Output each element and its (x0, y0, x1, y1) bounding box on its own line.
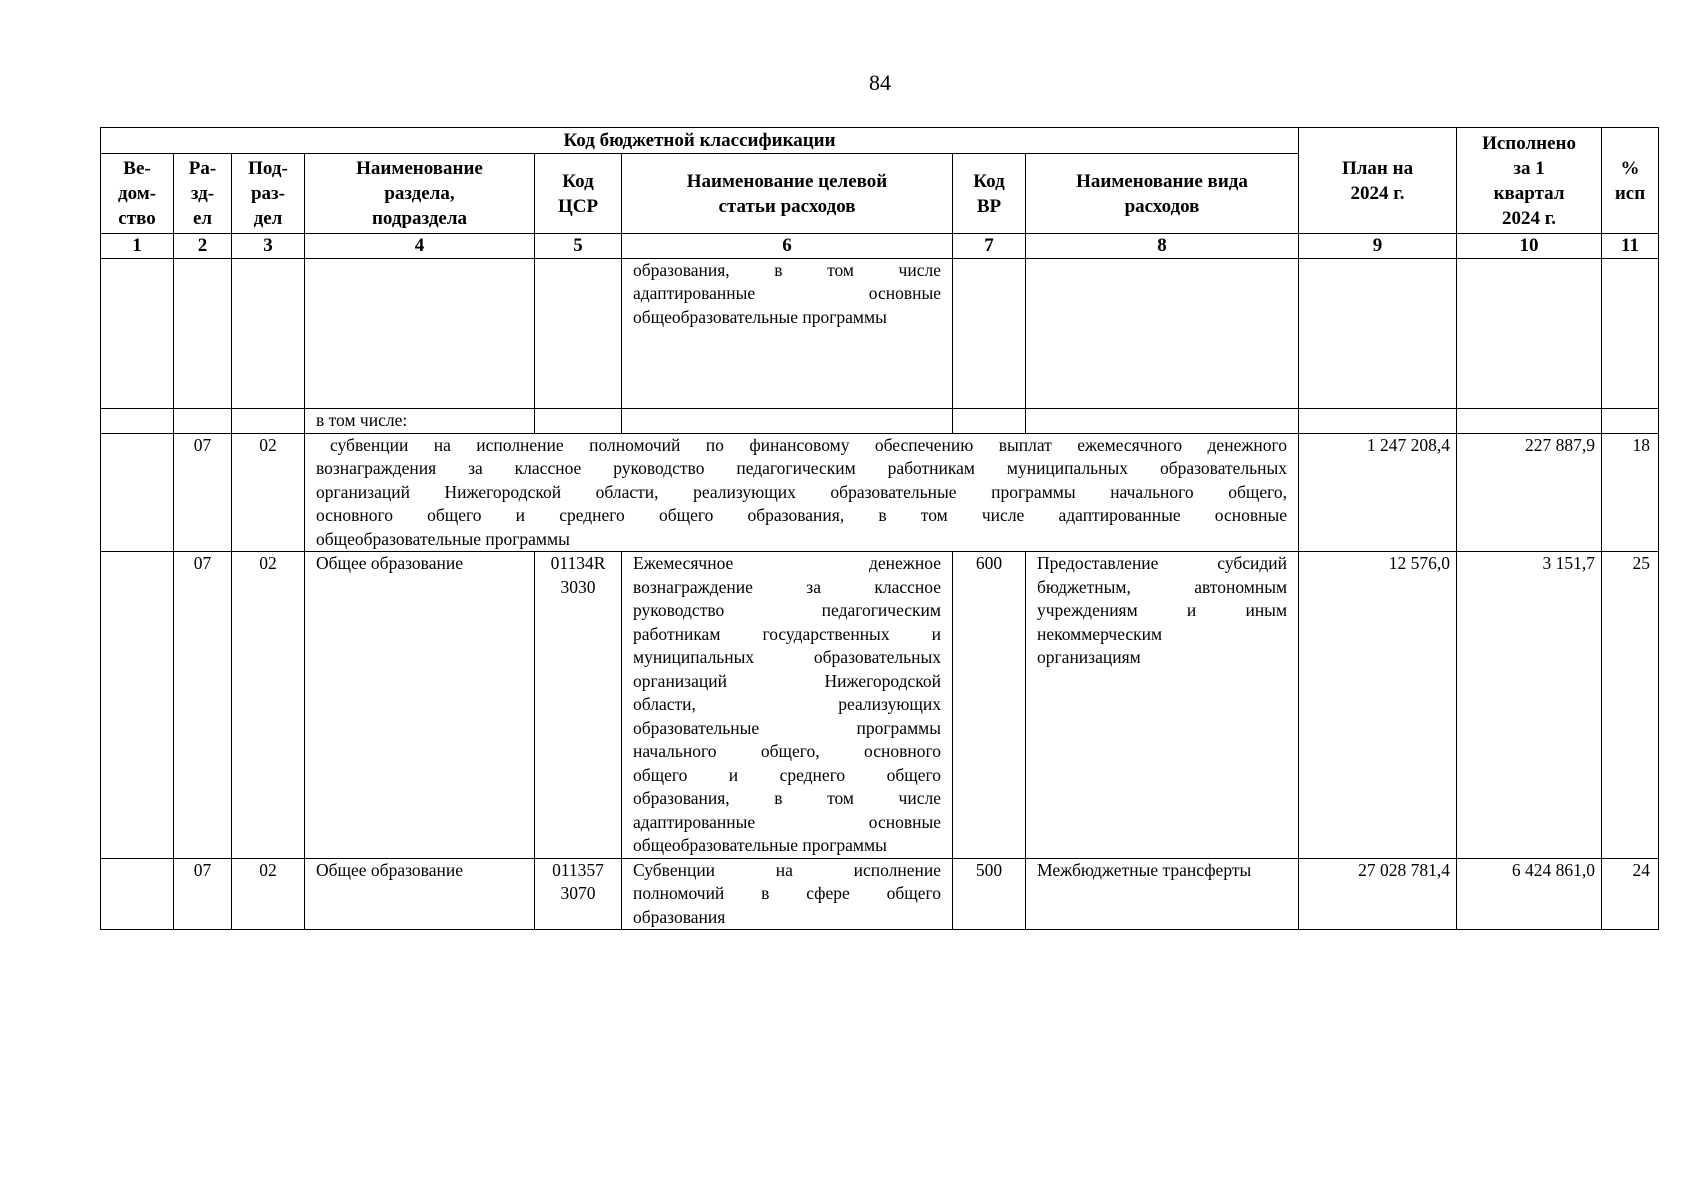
including-label: в том числе: (305, 408, 535, 433)
text-line: Предоставление субсидий (1037, 553, 1288, 573)
section-name-header-line-2: раздела, (384, 183, 455, 204)
percent-header-line-1: % (1620, 157, 1640, 179)
csr-code (535, 858, 622, 930)
text-line: образовательные программы (633, 717, 941, 738)
expense-type-header (1026, 154, 1299, 234)
cell-empty (1602, 258, 1659, 408)
cell-empty (535, 258, 622, 408)
department-header-line-1: Ве- (123, 158, 151, 179)
expense-type-cell (1026, 552, 1299, 859)
text-line: руководство педагогическим (633, 600, 941, 620)
text-line: общеобразовательные программы (633, 306, 887, 327)
department-header (101, 154, 174, 234)
executed-header (1457, 128, 1602, 234)
text-line: образования, в том числе (633, 788, 941, 808)
column-number-row (101, 234, 1659, 259)
cell-empty (101, 433, 174, 552)
cell-empty (101, 552, 174, 859)
table-row-including (101, 408, 1659, 433)
csr-code-header (535, 154, 622, 234)
column-number: 2 (174, 234, 232, 259)
section-name-header (305, 154, 535, 234)
cell-empty (101, 408, 174, 433)
subsection-header (232, 154, 305, 234)
text-line: бюджетным, автономным (1037, 576, 1288, 597)
percent-header-line-2: исп (1614, 182, 1646, 204)
subsection-code: 02 (232, 433, 305, 552)
csr-code-line: 01134R (550, 553, 606, 573)
table-row-subvention (101, 433, 1659, 552)
cell-empty (1299, 258, 1457, 408)
text-line: адаптированные основные (633, 811, 941, 832)
executed-header-line-2: за 1 (1513, 157, 1545, 179)
target-item-header-line-1: Наименование целевой (686, 170, 888, 192)
column-number: 3 (232, 234, 305, 259)
executed-value: 6 424 861,0 (1457, 858, 1602, 930)
department-header-line-2: дом- (117, 183, 157, 204)
text-line: общеобразовательные программы (633, 835, 887, 855)
cell-empty (101, 258, 174, 408)
text-line: образования, в том числе (633, 259, 941, 280)
cell-empty (305, 258, 535, 408)
department-header-line-3: ство (118, 208, 156, 229)
subsection-header-line-2: раз- (250, 183, 286, 204)
vr-code-header (953, 154, 1026, 234)
cell-empty (622, 408, 953, 433)
executed-header-line-1: Исполнено (1482, 132, 1576, 154)
csr-code-header-line-2: ЦСР (557, 195, 599, 217)
expense-type-header-line-2: расходов (1124, 195, 1200, 217)
vr-code: 500 (953, 858, 1026, 930)
target-item-cell (622, 258, 953, 408)
cell-empty (174, 408, 232, 433)
subvention-description (305, 433, 1299, 552)
csr-code (535, 552, 622, 859)
csr-code-line: 3070 (560, 883, 596, 903)
cell-empty (1026, 258, 1299, 408)
cell-empty (174, 258, 232, 408)
text-line: начального общего, основного (633, 741, 941, 761)
table-row-continuation (101, 258, 1659, 408)
section-header-line-3: ел (192, 208, 213, 229)
cell-empty (1026, 408, 1299, 433)
text-line: образования (633, 906, 726, 927)
text-line: организаций Нижегородской области, реализующих образовательные программы начального общего, (316, 481, 1288, 502)
expense-type: Межбюджетные трансферты (1026, 858, 1299, 930)
percent-header (1602, 128, 1659, 234)
page-number: 84 (869, 70, 891, 95)
column-number: 8 (1026, 234, 1299, 259)
section-name-header-line-1: Наименование (356, 158, 483, 179)
csr-code-line: 3030 (560, 576, 596, 597)
subsection-code: 02 (232, 858, 305, 930)
text-line: некоммерческим (1037, 623, 1163, 644)
vr-code-header-line-2: ВР (976, 195, 1002, 217)
section-header-line-2: зд- (190, 183, 215, 204)
plan-value: 12 576,0 (1299, 552, 1457, 859)
section-code: 07 (174, 433, 232, 552)
column-number: 1 (101, 234, 174, 259)
section-code: 07 (174, 858, 232, 930)
text-line: общеобразовательные программы (316, 528, 570, 549)
text-line: вознаграждения за классное руководство педагогическим работникам муниципальных образовательных (316, 458, 1288, 478)
text-line: основного общего и среднего общего образования, в том числе адаптированные основные (316, 505, 1288, 525)
csr-code-header-line-1: Код (562, 170, 594, 192)
text-line: адаптированные основные (633, 283, 941, 303)
subsection-code: 02 (232, 552, 305, 859)
column-number: 6 (622, 234, 953, 259)
section-header (174, 154, 232, 234)
text-line: Ежемесячное денежное (633, 553, 941, 573)
target-item-cell (622, 552, 953, 859)
csr-code-line: 011357 (552, 859, 604, 880)
column-number: 10 (1457, 234, 1602, 259)
vr-code-header-line-1: Код (973, 170, 1005, 192)
text-line: организаций Нижегородской (633, 670, 941, 691)
text-line: муниципальных образовательных (633, 647, 941, 667)
expense-type-header-line-1: Наименование вида (1076, 170, 1248, 192)
table-row-general-subvention (101, 858, 1659, 930)
column-number: 9 (1299, 234, 1457, 259)
cell-empty (232, 408, 305, 433)
percent-value: 24 (1602, 858, 1659, 930)
budget-table (100, 127, 1659, 930)
cell-empty (1457, 408, 1602, 433)
text-line: вознаграждение за классное (633, 576, 941, 597)
executed-header-line-3: квартал (1493, 182, 1565, 204)
percent-value: 25 (1602, 552, 1659, 859)
plan-header (1299, 128, 1457, 234)
text-line: Субвенции на исполнение (633, 859, 941, 880)
section-header-line-1: Ра- (188, 158, 217, 179)
text-line: организациям (1037, 647, 1141, 667)
subsection-header-line-3: дел (253, 208, 283, 229)
cell-empty (953, 258, 1026, 408)
executed-value: 3 151,7 (1457, 552, 1602, 859)
target-item-cell (622, 858, 953, 930)
section-name: Общее образование (305, 552, 535, 859)
cell-empty (535, 408, 622, 433)
cell-empty (1299, 408, 1457, 433)
cell-empty (1457, 258, 1602, 408)
text-line: области, реализующих (633, 694, 941, 714)
cell-empty (953, 408, 1026, 433)
executed-header-line-4: 2024 г. (1502, 207, 1557, 229)
column-number: 7 (953, 234, 1026, 259)
column-number: 11 (1602, 234, 1659, 259)
plan-value: 27 028 781,4 (1299, 858, 1457, 930)
target-item-header (622, 154, 953, 234)
section-name: Общее образование (305, 858, 535, 930)
budget-classification-header: Код бюджетной классификации (101, 128, 1299, 154)
cell-empty (101, 858, 174, 930)
vr-code: 600 (953, 552, 1026, 859)
percent-value: 18 (1602, 433, 1659, 552)
column-number: 4 (305, 234, 535, 259)
cell-empty (1602, 408, 1659, 433)
column-number: 5 (535, 234, 622, 259)
text-line: общего и среднего общего (633, 764, 941, 785)
section-code: 07 (174, 552, 232, 859)
target-item-header-line-2: статьи расходов (718, 195, 856, 217)
plan-value: 1 247 208,4 (1299, 433, 1457, 552)
subsection-header-line-1: Под- (248, 158, 288, 179)
table-row-monthly-reward (101, 552, 1659, 859)
cell-empty (232, 258, 305, 408)
text-line: учреждениям и иным (1037, 600, 1288, 620)
plan-header-line-1: План на (1341, 157, 1414, 179)
header-row-group (101, 128, 1659, 154)
text-line: субвенции на исполнение полномочий по финансовому обеспечению выплат ежемесячного денежного (330, 434, 1288, 455)
text-line: работникам государственных и (633, 623, 941, 644)
executed-value: 227 887,9 (1457, 433, 1602, 552)
section-name-header-line-3: подраздела (371, 208, 468, 229)
text-line: полномочий в сфере общего (633, 883, 941, 903)
plan-header-line-2: 2024 г. (1350, 182, 1405, 204)
